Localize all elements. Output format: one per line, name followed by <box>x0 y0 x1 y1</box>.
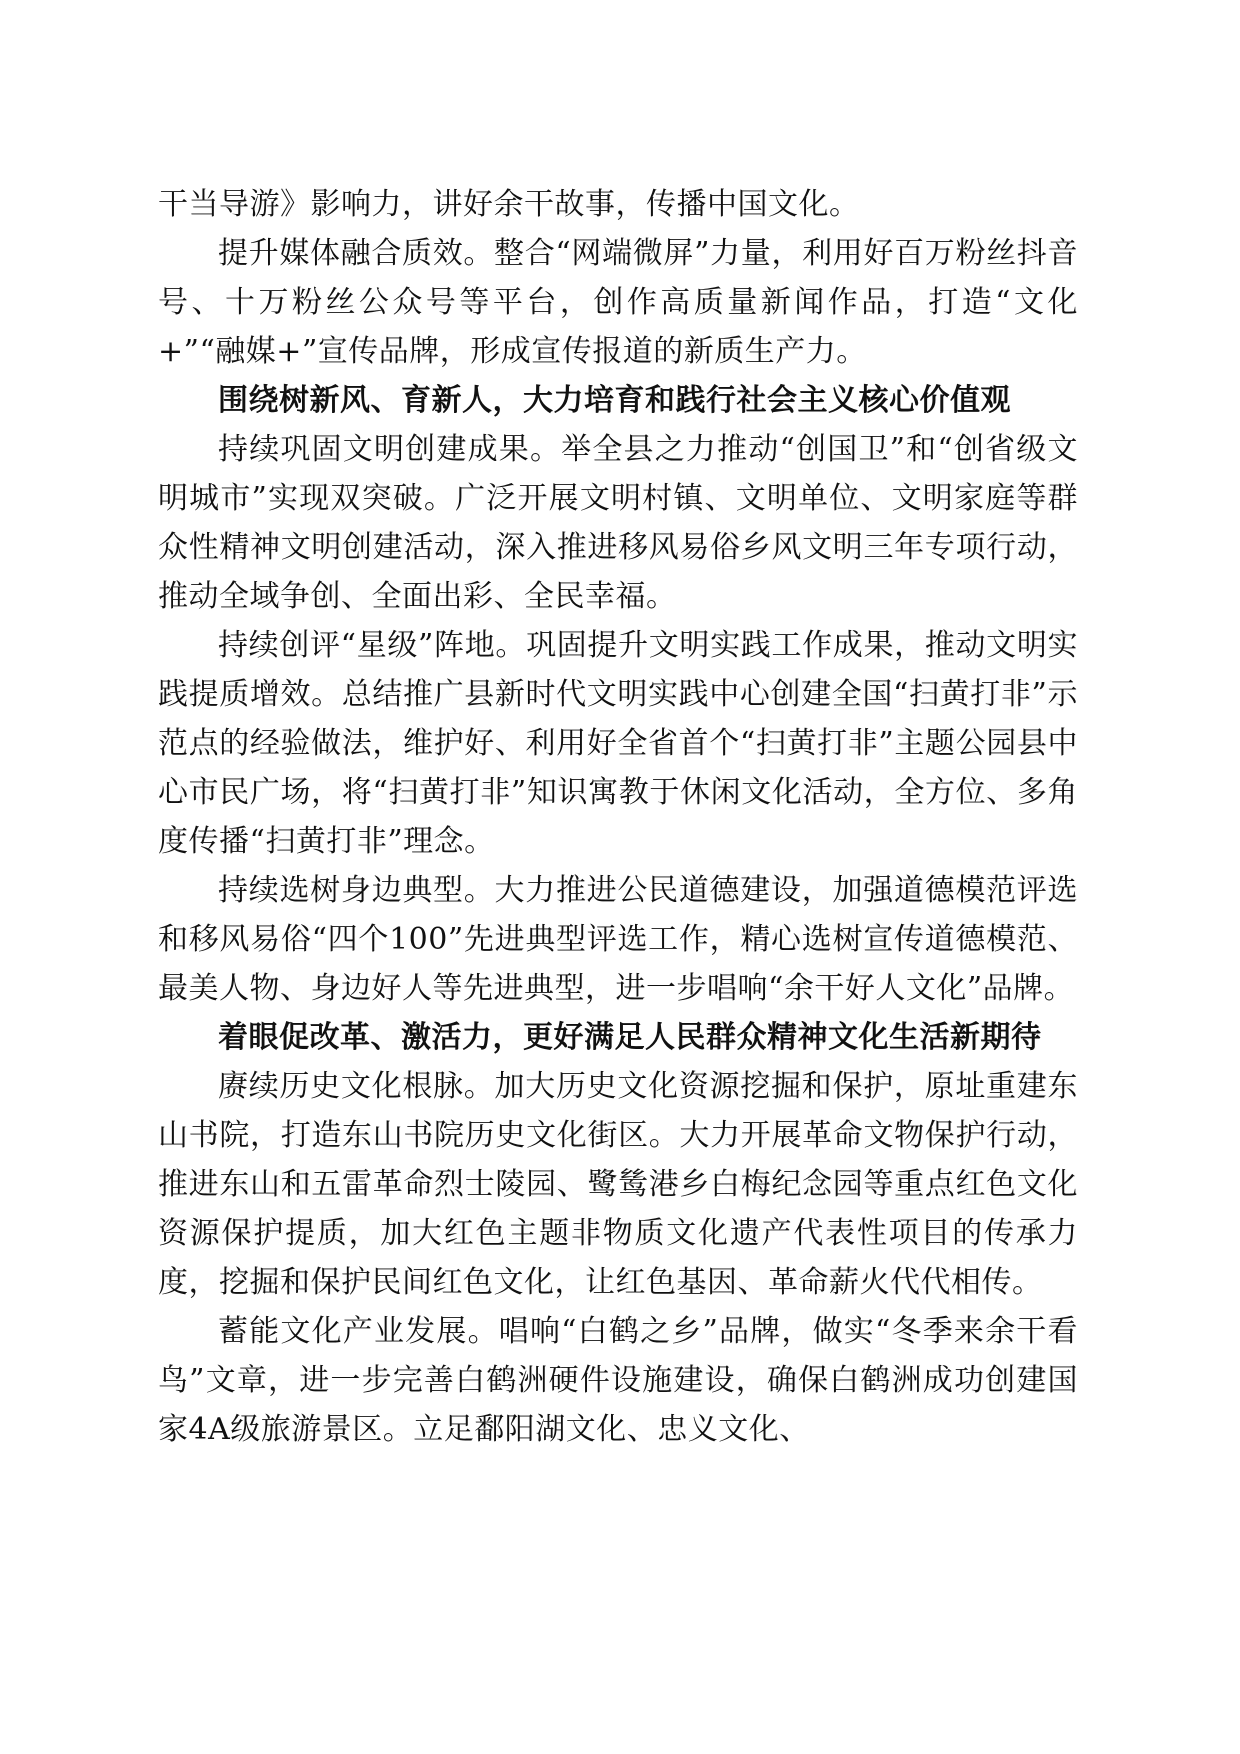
paragraph: 赓续历史文化根脉。加大历史文化资源挖掘和保护，原址重建东山书院，打造东山书院历史文化街区。大力开展革命文物保护行动，推进东山和五雷革命烈士陵园、鹭鸶港乡白梅纪念园等重点红色文化资源保护提质，加大红色主题非物质文化遗产代表性项目的传承力度，挖掘和保护民间红色文化，让红色基因、革命薪火代代相传。 <box>158 1069 1078 1300</box>
document-body <box>158 180 1078 1454</box>
paragraph: 持续选树身边典型。大力推进公民道德建设，加强道德模范评选和移风易俗“四个100”先进典型评选工作，精心选树宣传道德模范、最美人物、身边好人等先进典型，进一步唱响“余干好人文化”品牌。 <box>158 873 1078 1006</box>
paragraph: 持续创评“星级”阵地。巩固提升文明实践工作成果，推动文明实践提质增效。总结推广县新时代文明实践中心创建全国“扫黄打非”示范点的经验做法，维护好、利用好全省首个“扫黄打非”主题公园县中心市民广场，将“扫黄打非”知识寓教于休闲文化活动，全方位、多角度传播“扫黄打非”理念。 <box>158 628 1078 859</box>
paragraph: 干当导游》影响力，讲好余干故事，传播中国文化。 <box>158 187 860 222</box>
paragraph: 蓄能文化产业发展。唱响“白鹤之乡”品牌，做实“冬季来余干看鸟”文章，进一步完善白鹤洲硬件设施建设，确保白鹤洲成功创建国家4A级旅游景区。立足鄱阳湖文化、忠义文化、 <box>158 1314 1078 1447</box>
paragraph: 提升媒体融合质效。整合“网端微屏”力量，利用好百万粉丝抖音号、十万粉丝公众号等平台，创作高质量新闻作品，打造“文化+”“融媒+”宣传品牌，形成宣传报道的新质生产力。 <box>158 236 1078 369</box>
section-heading: 着眼促改革、激活力，更好满足人民群众精神文化生活新期待 <box>218 1020 1042 1055</box>
section-heading: 围绕树新风、育新人，大力培育和践行社会主义核心价值观 <box>218 383 1011 418</box>
paragraph: 持续巩固文明创建成果。举全县之力推动“创国卫”和“创省级文明城市”实现双突破。广泛开展文明村镇、文明单位、文明家庭等群众性精神文明创建活动，深入推进移风易俗乡风文明三年专项行动，推动全域争创、全面出彩、全民幸福。 <box>158 432 1078 614</box>
